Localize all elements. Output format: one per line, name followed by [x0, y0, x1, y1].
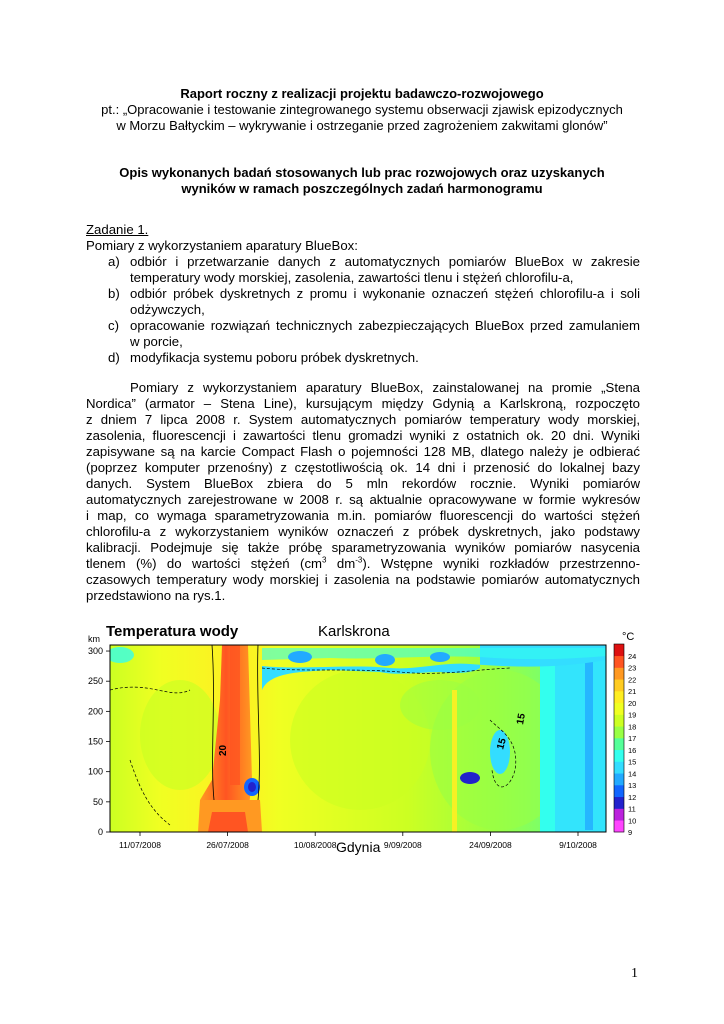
heatmap-region-green: [400, 680, 480, 730]
heatmap-region-cold-spot: [248, 782, 256, 792]
colorbar-tick-label: 23: [628, 663, 637, 673]
colorbar-swatch: [614, 762, 624, 774]
paragraph-line: zasolenia, fluorescencji i zawartości tlenu gromadzi wyniki z ostatnich ok. 20 dni. Wyniki: [86, 428, 640, 443]
paragraph-line: zapisywane są na karcie Compact Flash o pojemności 128 MB, dlatego należy je odbierać: [86, 444, 640, 459]
y-tick-label: 0: [97, 827, 103, 837]
colorbar-tick-label: 11: [628, 804, 636, 814]
colorbar-swatch: [614, 773, 624, 785]
y-tick-label: 200: [87, 706, 103, 717]
colorbar-swatch: [614, 809, 624, 821]
colorbar-tick-label: 19: [628, 710, 637, 720]
y-tick-label: 100: [87, 766, 103, 777]
heatmap-region-cold-spot: [375, 654, 395, 666]
colorbar-tick-label: 13: [628, 781, 637, 790]
y-tick-label: 300: [87, 646, 103, 657]
paragraph-line: chlorofilu-a z wykorzystaniem wyników oznaczeń z próbek dyskretnych, jako podstawy: [86, 524, 640, 539]
list-item-text: odbiór i przetwarzanie danych z automatycznych pomiarów BlueBox w zakresie: [130, 254, 640, 269]
paragraph-line: kalibracji. Podejmuje się także próbę sparametryzowania wyników pomiarów nasycenia: [86, 540, 640, 555]
colorbar-swatch: [614, 656, 624, 668]
heatmap-region-cold-spot: [460, 772, 480, 784]
x-tick-label: 10/08/2008: [293, 840, 337, 850]
x-axis-label: Gdynia: [336, 839, 381, 855]
chart-title: Temperatura wody: [106, 623, 239, 640]
y-tick-label: 250: [87, 676, 103, 687]
project-title-line1: pt.: „Opracowanie i testowanie zintegrowanego systemu obserwacji zjawisk epizodycznych: [101, 102, 623, 117]
list-item-text: w porcie,: [130, 334, 183, 349]
paragraph-line: Nordica” (armator – Stena Line), kursującym między Gdynią a Karlskroną, rozpoczęto: [86, 396, 640, 411]
colorbar-tick-label: 14: [628, 769, 637, 779]
section-title-line2: wyników w ramach poszczególnych zadań harmonogramu: [181, 181, 543, 196]
list-item-text: odżywczych,: [130, 302, 205, 317]
colorbar-swatch: [614, 703, 624, 715]
colorbar-swatch: [614, 644, 624, 656]
page-number: 1: [631, 966, 638, 981]
y-axis-label: km: [88, 634, 100, 644]
colorbar-tick-label: 15: [628, 757, 637, 767]
colorbar-swatch: [614, 726, 624, 738]
task-intro: Pomiary z wykorzystaniem aparatury BlueBox:: [86, 238, 358, 253]
paragraph-line: danych. System BlueBox zbiera do 5 mln rekordów rocznie. Wyniki pomiarów: [86, 476, 640, 491]
chart-subtitle: Karlskrona: [318, 623, 390, 640]
heatmap-region-hot-low: [208, 812, 248, 832]
heatmap-region-cold-stripe: [585, 650, 593, 830]
y-tick-label: 50: [92, 796, 103, 807]
colorbar-tick-label: 9: [628, 828, 633, 837]
list-item-text: odbiór próbek dyskretnych z promu i wykonanie oznaczeń stężeń chlorofilu-a i soli: [130, 286, 640, 301]
heatmap-region-mild: [140, 680, 220, 790]
list-item-text: temperatury wody morskiej, zasolenia, zawartości tlenu i stężeń chlorofilu-a,: [130, 270, 574, 285]
colorbar-swatch: [614, 691, 624, 703]
list-item-label: b): [108, 286, 120, 301]
colorbar-swatch: [614, 750, 624, 762]
report-title: Raport roczny z realizacji projektu badawczo-rozwojowego: [180, 86, 544, 101]
x-tick-label: 24/09/2008: [469, 840, 512, 850]
colorbar-swatch: [614, 820, 624, 832]
paragraph-line: przedstawiono na rys.1.: [86, 588, 226, 603]
heatmap-region-cold-spot: [490, 730, 510, 774]
colorbar-tick-label: 22: [628, 675, 637, 685]
colorbar-swatch: [614, 679, 624, 691]
x-tick-label: 9/09/2008: [383, 840, 422, 850]
heatmap-region-cold-spot: [430, 652, 450, 662]
colorbar-swatch: [614, 668, 624, 680]
colorbar-swatch: [614, 715, 624, 727]
contour-label: 20: [218, 744, 229, 756]
project-title-line2: w Morzu Bałtyckim – wykrywanie i ostrzeganie przed zagrożeniem zakwitami glonów”: [116, 118, 608, 133]
list-item-label: a): [108, 254, 120, 269]
paragraph-line: (poprzez komputer przenośny) z częstotliwością ok. 14 dni i przenosić do lokalnej bazy: [86, 460, 640, 475]
list-item-text: modyfikacja systemu poboru próbek dyskretnych.: [130, 350, 419, 365]
colorbar-tick-label: 16: [628, 745, 637, 755]
section-title-line1: Opis wykonanych badań stosowanych lub prac rozwojowych oraz uzyskanych: [119, 165, 605, 180]
colorbar-swatch: [614, 797, 624, 809]
list-item-text: opracowanie rozwiązań technicznych zabezpieczających BlueBox przed zamulaniem: [130, 318, 640, 333]
y-axis: [88, 646, 110, 837]
colorbar-swatch: [614, 785, 624, 797]
colorbar-tick-label: 24: [628, 651, 637, 661]
colorbar-tick-label: 10: [628, 816, 637, 826]
paragraph-line: i map, co wymaga sparametryzowania m.in. pomiarów fluorescencji do wartości stężeń: [86, 508, 640, 523]
colorbar-tick-label: 12: [628, 792, 637, 802]
colorbar-tick-label: 18: [628, 722, 637, 732]
x-tick-label: 26/07/2008: [206, 840, 249, 850]
task-title: Zadanie 1.: [86, 222, 149, 237]
list-item-label: d): [108, 350, 120, 365]
heatmap-region-cold-october: [555, 645, 606, 832]
paragraph-line: z dniem 7 lipca 2008 r. System automatycznych pomiarów temperatury wody morskiej,: [86, 412, 640, 427]
paragraph-line: Pomiary z wykorzystaniem aparatury BlueBox, zainstalowanej na promie „Stena: [130, 380, 640, 395]
heatmap-plot-area: [106, 645, 606, 832]
list-item-label: c): [108, 318, 119, 333]
colorbar: [614, 644, 636, 837]
colorbar-tick-label: 20: [628, 698, 637, 708]
colorbar-tick-label: 21: [628, 687, 637, 696]
x-tick-label: 11/07/2008: [119, 840, 161, 850]
colorbar-tick-label: 17: [628, 734, 637, 743]
x-tick-label: 9/10/2008: [559, 840, 597, 850]
paragraph-line: automatycznych zarejestrowane w 2008 r. są aktualnie opracowywane w formie wykresów: [86, 492, 640, 507]
heatmap-region-warm-streak: [452, 690, 457, 832]
heatmap-region-cold-spot: [288, 651, 312, 663]
contour-label: 15: [515, 712, 528, 726]
colorbar-unit-label: °C: [622, 631, 635, 643]
paragraph-line: czasowych temperatury wody morskiej i zasolenia na podstawie pomiarów automatycznych: [86, 572, 640, 587]
contour-label: 15: [495, 737, 509, 751]
colorbar-swatch: [614, 738, 624, 750]
paragraph-line: tlenem (%) do wartości stężeń ($cm^3$ $dm^{-3}$). Wstępne wyniki rozkładów przestrzenno-: [86, 555, 640, 571]
heatmap-region-hot-core: [230, 645, 240, 785]
y-tick-label: 150: [87, 736, 103, 747]
